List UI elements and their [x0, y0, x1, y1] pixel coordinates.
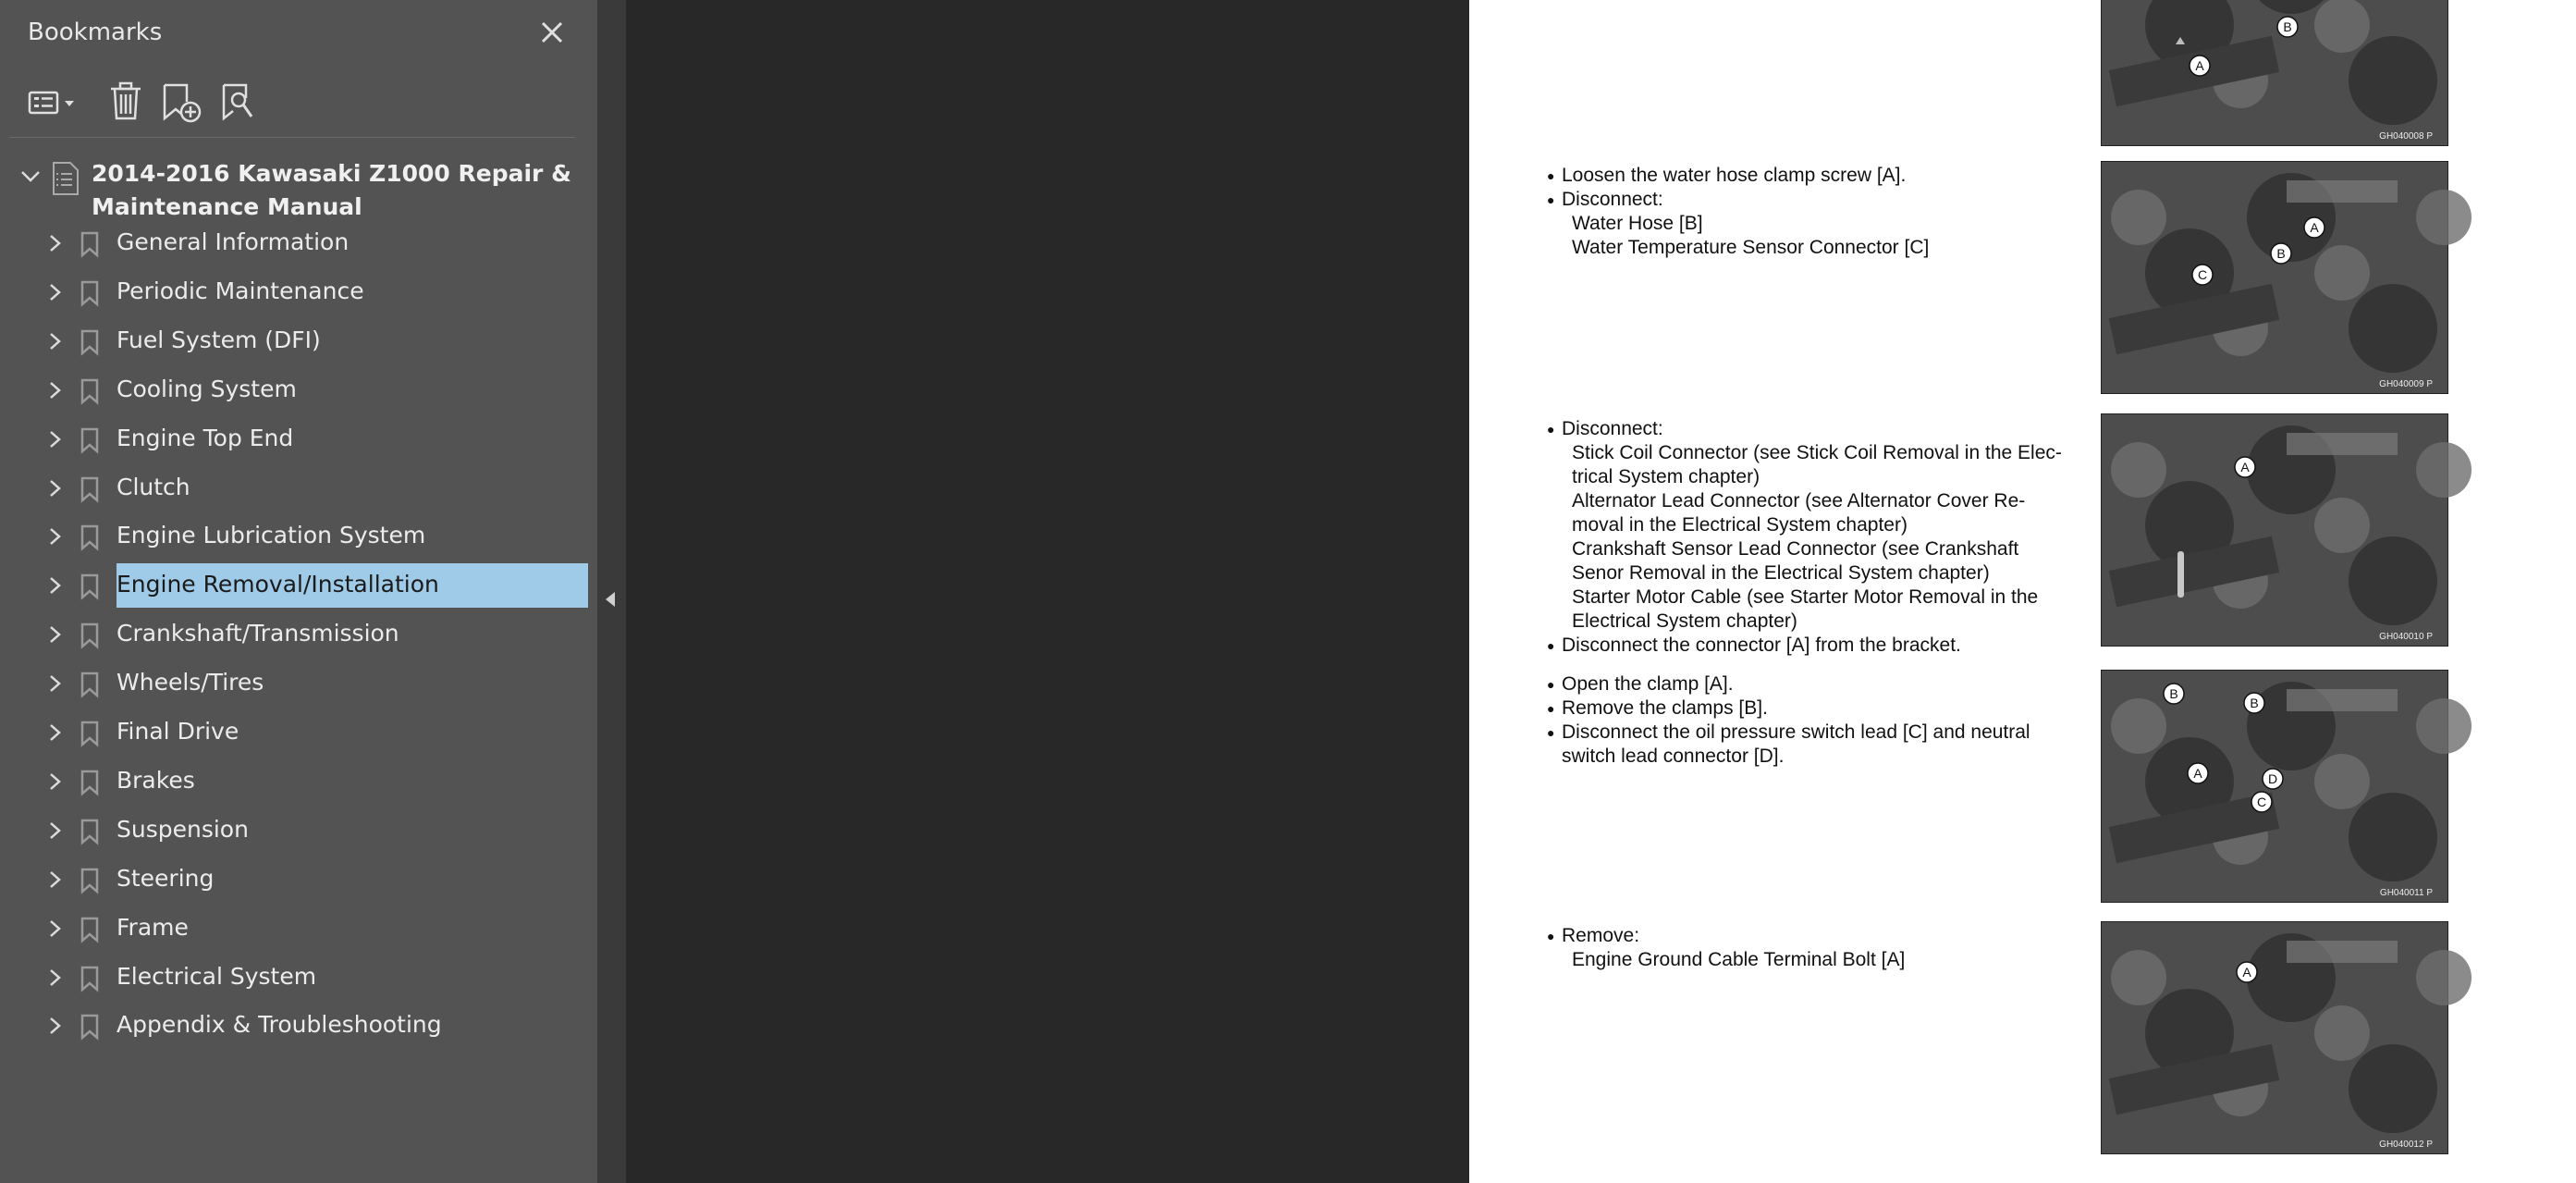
instruction-line: moval in the Electrical System chapter)	[1572, 514, 1907, 536]
bookmark-icon	[80, 622, 100, 648]
bookmark-label: Clutch	[117, 473, 190, 500]
bookmark-icon	[80, 427, 100, 453]
bookmark-label: Periodic Maintenance	[117, 277, 364, 304]
svg-text:B: B	[2283, 19, 2292, 34]
bookmark-item[interactable]	[37, 270, 588, 314]
chevron-right-icon[interactable]	[46, 282, 63, 302]
bullet-item: ● Remove the clamps [B].	[1547, 696, 2074, 721]
callout-marker	[2237, 962, 2257, 982]
callout-marker	[2277, 17, 2298, 37]
callout-marker	[2164, 684, 2184, 704]
callout-marker	[2192, 265, 2213, 285]
instruction-line: switch lead connector [D].	[1562, 746, 1785, 767]
bookmark-item[interactable]	[37, 466, 588, 511]
bookmark-item[interactable]	[37, 955, 588, 1000]
callout-marker	[2188, 763, 2208, 783]
bookmark-label: General Information	[117, 228, 350, 255]
engine-photo-5	[2101, 921, 2448, 1154]
engine-photo-2	[2101, 161, 2448, 394]
chevron-right-icon[interactable]	[46, 820, 63, 841]
bookmark-label: Steering	[117, 864, 215, 892]
bookmarks-toolbar	[26, 80, 571, 126]
svg-text:D: D	[2267, 771, 2278, 786]
chevron-right-icon[interactable]	[46, 624, 63, 645]
callout-marker	[2304, 217, 2325, 238]
svg-text:A: A	[2193, 766, 2202, 781]
svg-text:A: A	[2240, 460, 2250, 474]
bookmark-icon	[80, 770, 100, 795]
close-icon	[536, 17, 568, 48]
root-label-line-1: 2014-2016 Kawasaki Z1000 Repair &	[92, 160, 571, 187]
bookmark-icon	[80, 524, 100, 550]
trash-icon	[107, 80, 144, 124]
engine-photo-1	[2101, 0, 2448, 146]
callout-marker	[2235, 457, 2255, 477]
bookmark-item[interactable]	[37, 759, 588, 804]
chevron-right-icon[interactable]	[46, 429, 63, 450]
toolbar-divider	[9, 137, 575, 138]
bookmark-item[interactable]	[37, 1004, 588, 1048]
bookmark-icon	[80, 329, 100, 355]
bullet-item: ● Remove:	[1547, 924, 2074, 948]
bookmark-icon	[80, 280, 100, 306]
bookmark-icon	[80, 476, 100, 502]
bookmark-item[interactable]	[37, 417, 588, 462]
photo-code: GH040011 P	[2379, 888, 2433, 898]
document-viewport[interactable]	[626, 0, 2433, 1183]
bookmark-item[interactable]	[37, 808, 588, 853]
bookmark-item[interactable]	[37, 368, 588, 413]
bullet-item: ● Loosen the water hose clamp screw [A].	[1547, 164, 2074, 188]
svg-text:A: A	[2242, 965, 2251, 980]
engine-photo-4	[2101, 670, 2448, 903]
chevron-right-icon[interactable]	[46, 526, 63, 547]
bookmark-label: Fuel System (DFI)	[117, 326, 321, 353]
bookmark-item[interactable]	[37, 221, 588, 265]
chevron-right-icon[interactable]	[46, 575, 63, 596]
bookmark-icon	[80, 672, 100, 697]
chevron-right-icon[interactable]	[46, 918, 63, 939]
document-icon	[52, 161, 81, 198]
bookmark-icon	[80, 573, 100, 599]
instruction-block-3	[1547, 672, 2074, 769]
bookmark-item[interactable]	[37, 857, 588, 902]
photo-code: GH040009 P	[2379, 379, 2433, 389]
instruction-line: Starter Motor Cable (see Starter Motor Removal in the	[1572, 586, 2039, 608]
photo-code: GH040008 P	[2379, 131, 2433, 142]
chevron-right-icon[interactable]	[46, 722, 63, 743]
instruction-block-4	[1547, 924, 2074, 972]
collapse-panel-button[interactable]	[602, 588, 620, 615]
bookmark-item[interactable]	[37, 906, 588, 951]
instruction-line: Water Temperature Sensor Connector [C]	[1572, 237, 1930, 258]
add-bookmark-icon	[161, 80, 203, 124]
instruction-line: Electrical System chapter)	[1572, 610, 1797, 632]
bookmark-label: Brakes	[117, 766, 195, 794]
delete-bookmark-button[interactable]	[107, 80, 144, 124]
instruction-line: Stick Coil Connector (see Stick Coil Removal in the Elec-	[1572, 442, 2062, 463]
bookmark-label: Engine Top End	[117, 424, 294, 451]
bookmark-item[interactable]	[37, 319, 588, 364]
bookmark-item[interactable]	[37, 710, 588, 755]
instruction-block-2	[1547, 417, 2074, 658]
bullet-item: ● Disconnect:	[1547, 417, 2074, 441]
scrollbar-thumb[interactable]	[2177, 551, 2184, 598]
callout-marker	[2271, 243, 2291, 264]
instruction-line: Engine Ground Cable Terminal Bolt [A]	[1572, 949, 1906, 970]
callout-marker	[2244, 693, 2264, 713]
bookmark-item[interactable]	[37, 612, 588, 657]
bookmark-item[interactable]	[37, 661, 588, 706]
bookmark-icon	[80, 378, 100, 404]
bookmark-options-button[interactable]	[26, 80, 81, 124]
bullet-item: ● Open the clamp [A].	[1547, 672, 2074, 696]
svg-text:C: C	[2256, 795, 2267, 809]
svg-text:C: C	[2197, 267, 2208, 282]
scroll-up-button[interactable]	[2175, 33, 2186, 50]
bullet-item: ● Disconnect the connector [A] from the bracket.	[1547, 634, 2074, 658]
chevron-right-icon[interactable]	[46, 478, 63, 499]
svg-text:B: B	[2250, 696, 2259, 710]
close-panel-button[interactable]	[536, 17, 568, 48]
instruction-line: trical System chapter)	[1572, 466, 1760, 487]
panel-title: Bookmarks	[28, 18, 163, 46]
chevron-right-icon[interactable]	[46, 771, 63, 792]
instruction-line: Crankshaft Sensor Lead Connector (see Crankshaft	[1572, 538, 2019, 560]
bookmark-item[interactable]	[37, 563, 588, 608]
bookmarks-panel	[0, 0, 597, 1183]
bookmark-icon	[80, 231, 100, 257]
chevron-right-icon[interactable]	[46, 331, 63, 351]
callout-marker	[2251, 792, 2272, 812]
instruction-line: Senor Removal in the Electrical System chapter)	[1572, 562, 1990, 584]
chevron-right-icon[interactable]	[46, 233, 63, 253]
svg-text:A: A	[2195, 58, 2204, 73]
bookmark-icon	[80, 819, 100, 844]
bookmark-label: Appendix & Troubleshooting	[117, 1011, 442, 1039]
bookmark-icon	[80, 917, 100, 943]
add-bookmark-button[interactable]	[161, 80, 203, 124]
svg-text:B: B	[2276, 246, 2286, 261]
bookmark-root[interactable]	[20, 154, 575, 228]
svg-text:B: B	[2169, 686, 2178, 701]
bookmark-label: Frame	[117, 913, 189, 941]
list-options-icon	[26, 80, 81, 124]
bullet-item: ● Disconnect the oil pressure switch lead [C] and neutral	[1547, 721, 2074, 745]
chevron-right-icon[interactable]	[46, 869, 63, 890]
chevron-right-icon[interactable]	[46, 673, 63, 694]
bookmark-icon	[80, 1014, 100, 1040]
scroll-up-arrow-icon	[2175, 36, 2186, 45]
search-bookmark-icon	[220, 80, 263, 124]
bookmark-label: Wheels/Tires	[117, 669, 264, 696]
svg-text:A: A	[2310, 220, 2319, 235]
photo-code: GH040012 P	[2379, 1140, 2433, 1150]
chevron-down-icon[interactable]	[20, 166, 41, 187]
callout-marker	[2190, 55, 2210, 76]
callout-marker	[2263, 769, 2283, 789]
bookmark-label: Final Drive	[117, 718, 239, 745]
bookmark-label: Electrical System	[117, 962, 317, 990]
engine-photo-3	[2101, 413, 2448, 647]
bookmark-root-label	[92, 157, 572, 224]
find-bookmark-button[interactable]	[220, 80, 263, 124]
bookmark-label: Engine Lubrication System	[117, 522, 426, 549]
bullet-item: ● Disconnect:	[1547, 188, 2074, 212]
triangle-left-icon	[602, 588, 620, 610]
pdf-page	[1469, 0, 2576, 1183]
photo-code: GH040010 P	[2379, 632, 2433, 642]
root-label-line-2: Maintenance Manual	[92, 193, 362, 220]
bookmark-label: Engine Removal/Installation	[117, 571, 439, 598]
chevron-right-icon[interactable]	[46, 1016, 63, 1036]
instruction-block-1	[1547, 164, 2074, 260]
bookmark-icon	[80, 721, 100, 746]
bookmark-icon	[80, 966, 100, 992]
bookmark-icon	[80, 868, 100, 893]
bookmark-label: Suspension	[117, 815, 249, 843]
chevron-right-icon[interactable]	[46, 967, 63, 988]
bookmark-item[interactable]	[37, 514, 588, 559]
instruction-line: Water Hose [B]	[1572, 213, 1703, 234]
bookmark-label: Cooling System	[117, 375, 297, 402]
chevron-right-icon[interactable]	[46, 380, 63, 400]
instruction-line: Alternator Lead Connector (see Alternator Cover Re-	[1572, 490, 2026, 511]
bookmark-label: Crankshaft/Transmission	[117, 620, 399, 647]
